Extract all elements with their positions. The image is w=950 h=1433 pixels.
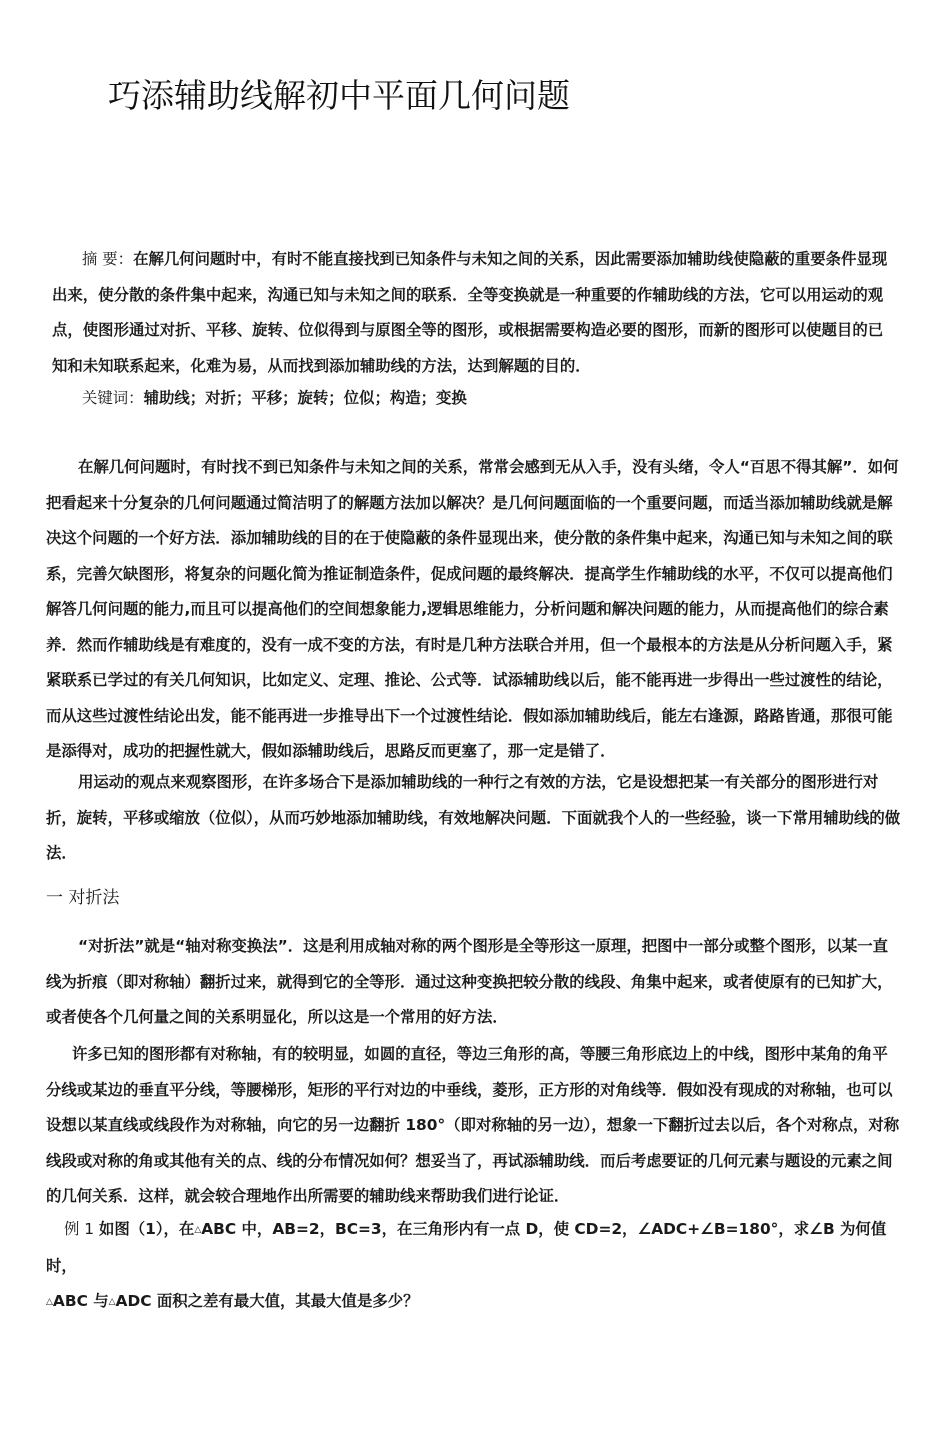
document-title: 巧添辅助线解初中平面几何问题 <box>108 76 570 115</box>
abstract-label: 摘 要： <box>82 250 134 268</box>
example-text-4: ADC 面积之差有最大值，其最大值是多少？ <box>115 1292 419 1310</box>
example-text-3: ABC 与 <box>52 1292 109 1310</box>
section-heading-folding: 一 对折法 <box>46 888 120 908</box>
example-1 <box>46 1212 901 1321</box>
example-text-2: ABC 中，AB=2，BC=3，在三角形内有一点 D，使 CD=2，∠ADC+∠B=180°，求∠B 为何值时， <box>46 1220 887 1275</box>
triangle-symbol: △ <box>46 1297 53 1307</box>
paragraph-folding-definition: “对折法”就是“轴对称变换法”．这是利用成轴对称的两个图形是全等形这一原理，把图中一部分或整个图形，以某一直线为折痕（即对称轴）翻折过来，就得到它的全等形．通过这种变换把较分散的线段、角集中起来，或者使原有的已知扩大，或者使各个几何量之间的关系明显化，所以这是一个常用的好方法． <box>46 937 893 1026</box>
triangle-symbol: △ <box>108 1297 116 1307</box>
example-label: 例 1 <box>64 1220 99 1238</box>
example-text-1: 如图（1），在 <box>98 1220 195 1238</box>
abstract-text: 在解几何问题时中，有时不能直接找到已知条件与未知之间的关系，因此需要添加辅助线使隐蔽的重要条件显现出来，使分散的条件集中起来，沟通已知与未知之间的联系．全等变换就是一种重要的作辅助线的方法，它可以用运动的观点，使图形通过对折、平移、旋转、位似得到与原图全等的图形，或根据需要构造必要的图形，而新的图形可以使题目的已知和未知联系起来，化难为易，从而找到添加辅助线的方法，达到解题的目的． <box>52 250 888 375</box>
keywords-label: 关键词： <box>82 389 144 407</box>
triangle-symbol: △ <box>194 1225 202 1235</box>
paragraph-symmetry-axes: 许多已知的图形都有对称轴，有的较明显，如圆的直径，等边三角形的高，等腰三角形底边上的中线，图形中某角的角平分线或某边的垂直平分线，等腰梯形，矩形的平行对边的中垂线，菱形，正方形的对角线等．假如没有现成的对称轴，也可以设想以某直线或线段作为对称轴，向它的另一边翻折 180°（即对称轴的另一边），想象一下翻折过去以后，各个对称点，对称线段或对称的角或其他有关的点、线的分布情况如何？想妥当了，再试添辅助线．而后考虑要证的几何元素与题设的元素之间的几何关系．这样，就会较合理地作出所需要的辅助线来帮助我们进行论证． <box>46 1045 900 1205</box>
keywords <box>82 381 902 417</box>
abstract <box>52 242 897 384</box>
keywords-text: 辅助线；对折；平移；旋转；位似；构造；变换 <box>143 389 467 407</box>
paragraph-intro: 在解几何问题时，有时找不到已知条件与未知之间的关系，常常会感到无从入手，没有头绪，令人“百思不得其解”．如何把看起来十分复杂的几何问题通过简洁明了的解题方法加以解决？是几何问题面临的一个重要问题，而适当添加辅助线就是解决这个问题的一个好方法．添加辅助线的目的在于使隐蔽的条件显现出来，使分散的条件集中起来，沟通已知与未知之间的联系，完善欠缺图形，将复杂的问题化简为推证制造条件，促成问题的最终解决．提高学生作辅助线的水平，不仅可以提高他们解答几何问题的能力,而且可以提高他们的空间想象能力,逻辑思维能力，分析问题和解决问题的能力，从而提高他们的综合素养．然而作辅助线是有难度的，没有一成不变的方法，有时是几种方法联合并用，但一个最根本的方法是从分析问题入手，紧紧联系已学过的有关几何知识，比如定义、定理、推论、公式等．试添辅助线以后，能不能再进一步得出一些过渡性的结论，而从这些过渡性结论出发，能不能再进一步推导出下一个过渡性结论．假如添加辅助线后，能左右逢源，路路皆通，那很可能是添得对，成功的把握性就大，假如添辅助线后，思路反而更塞了，那一定是错了． <box>46 458 899 760</box>
paragraph-motion-view: 用运动的观点来观察图形，在许多场合下是添加辅助线的一种行之有效的方法，它是设想把某一有关部分的图形进行对折，旋转，平移或缩放（位似），从而巧妙地添加辅助线，有效地解决问题．下面就我个人的一些经验，谈一下常用辅助线的做法． <box>46 773 901 862</box>
